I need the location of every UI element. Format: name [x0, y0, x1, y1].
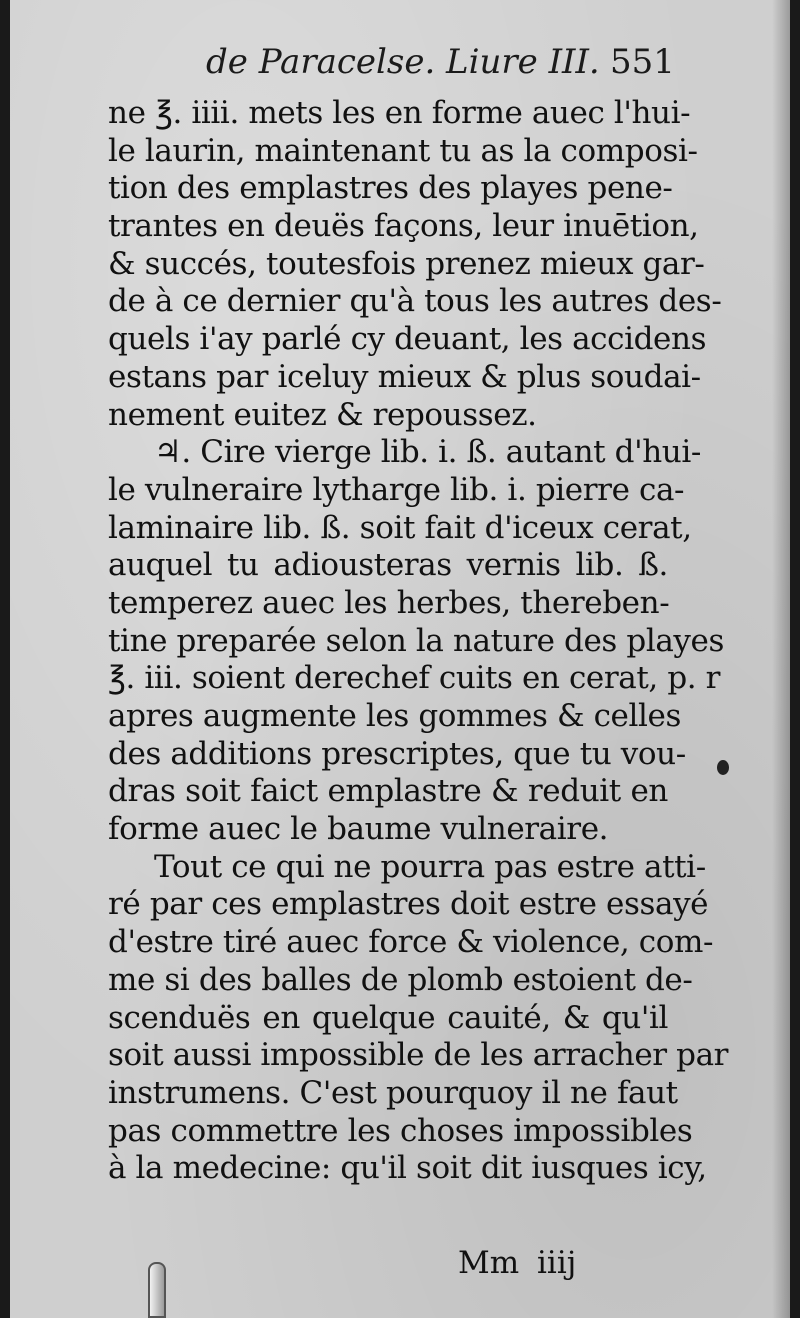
recipe-paragraph-start: ♃. Cire vierge lib. i. ß. autant d'hui- [154, 434, 701, 471]
text-line: des additions prescriptes, que tu vou- [108, 735, 686, 772]
text-line: estans par iceluy mieux & plus soudai- [108, 358, 701, 395]
page-edge-shadow [772, 0, 790, 1318]
text-line: le vulneraire lytharge lib. i. pierre ca- [108, 471, 685, 508]
text-line: pas commettre les choses impossibles [108, 1112, 693, 1149]
text-line: de à ce dernier qu'à tous les autres des- [108, 283, 722, 320]
text-line: tine preparée selon la nature des playes [108, 622, 724, 659]
running-title: de Paracelse. Liure III. [206, 42, 600, 82]
text-line: & succés, toutesfois prenez mieux gar- [108, 245, 705, 282]
text-line: d'estre tiré auec force & violence, com- [108, 924, 714, 961]
text-line: me si des balles de plomb estoient de- [108, 961, 693, 998]
body-text [108, 95, 729, 1188]
text-line: laminaire lib. ß. soit fait d'iceux cerat, [108, 509, 692, 546]
signature-mark: Mm iiij [458, 1245, 577, 1281]
text-line: auquel tu adiousteras vernis lib. ß. [108, 547, 668, 584]
book-page [10, 0, 790, 1318]
ink-blot [717, 760, 729, 775]
page-marker-tab [148, 1262, 166, 1318]
text-line: trantes en deuës façons, leur inuētion, [108, 208, 699, 245]
text-line-paragraph-end: nement euitez & repoussez. [108, 396, 537, 433]
page-number: 551 [610, 42, 675, 82]
text-line: ré par ces emplastres doit estre essayé [108, 886, 709, 923]
text-line: le laurin, maintenant tu as la composi- [108, 132, 698, 169]
text-line: quels i'ay parlé cy deuant, les accidens [108, 321, 707, 358]
text-line: scenduës en quelque cauité, & qu'il [108, 999, 668, 1036]
text-line: ne ℥. iiii. mets les en forme auec l'hui- [108, 95, 691, 131]
text-line: apres augmente les gommes & celles [108, 698, 681, 734]
text-line: ℥. iii. soient derechef cuits en cerat, p. r [108, 660, 721, 697]
text-line: temperez auec les herbes, thereben- [108, 584, 670, 621]
paragraph-start: Tout ce qui ne pourra pas estre atti- [154, 848, 706, 885]
text-line: soit aussi impossible de les arracher par [108, 1037, 729, 1074]
text-line: instrumens. C'est pourquoy il ne faut [108, 1074, 678, 1111]
text-line-paragraph-end: forme auec le baume vulneraire. [108, 811, 609, 848]
text-line: à la medecine: qu'il soit dit iusques icy, [108, 1150, 707, 1187]
text-line: tion des emplastres des playes pene- [108, 170, 673, 207]
text-line: dras soit faict emplastre & reduit en [108, 773, 668, 810]
